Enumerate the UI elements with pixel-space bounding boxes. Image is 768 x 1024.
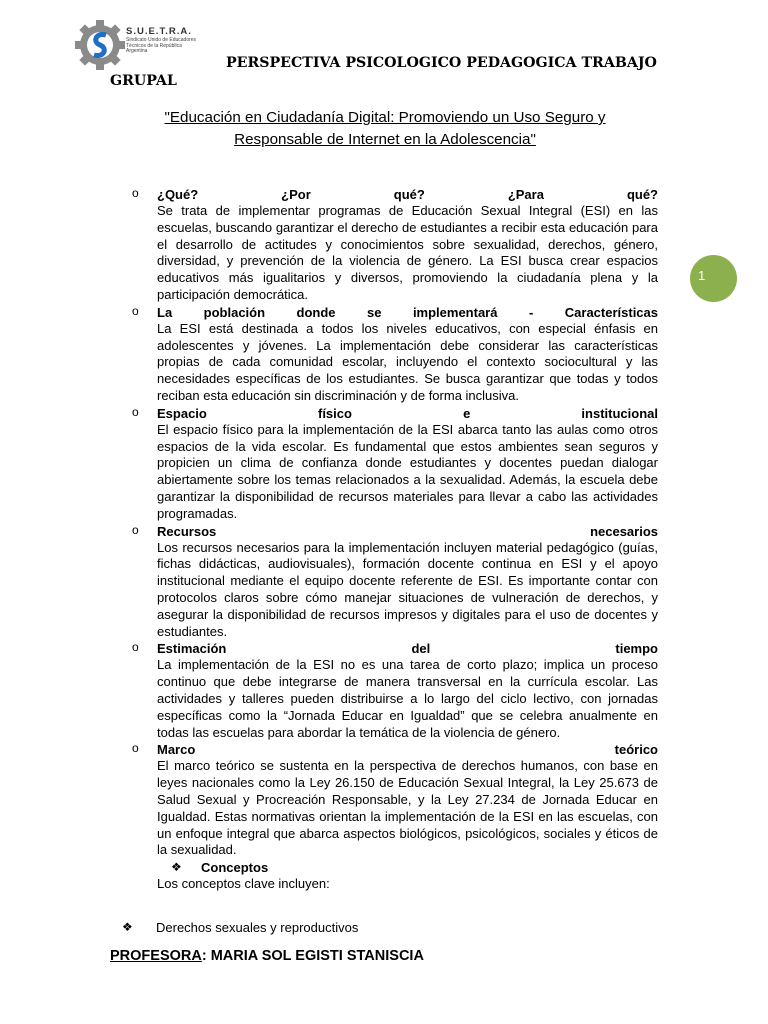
section-item — [0, 640, 768, 741]
logo-subtitle: Sindicato Unido de Educadores Técnicos de la República Argentina — [126, 37, 197, 54]
document-title-line2: GRUPAL — [110, 73, 177, 89]
concepts-heading — [157, 859, 658, 876]
sections-list — [0, 186, 768, 893]
bullet-marker: o — [132, 640, 139, 655]
page-number: 1 — [698, 268, 706, 283]
section-body: La ESI está destinada a todos los niveles educativos, con especial énfasis en adolescentes y jóvenes. La implementación debe considerar las características propias de cada comunidad escolar, incluyendo el contexto sociocultural y las necesidades específicas de los estudiantes. Se busca garantizar que todas y todos reciban esta educación sin discriminación y de forma inclusiva. — [157, 320, 658, 403]
section-title: Marco teórico — [157, 742, 658, 758]
gear-logo-icon — [74, 18, 126, 72]
subtitle-line2: Responsable de Internet en la Adolescencia" — [234, 131, 536, 148]
concepts-label: Conceptos — [201, 860, 269, 876]
section-item — [0, 186, 768, 304]
bullet-marker: o — [132, 522, 139, 537]
section-body: El espacio físico para la implementación de la ESI abarca tanto las aulas como otros espacios de la vida escolar. Es fundamental que estos ambientes sean seguros y propicien un clima de confianza donde estudiantes y docentes puedan dialogar abiertamente sobre los temas relacionados a la sexualidad. Además, la escuela debe garantizar la disponibilidad de recursos materiales para llevar a cabo las actividades programadas. — [157, 421, 658, 521]
section-item — [0, 304, 768, 405]
section-body: Se trata de implementar programas de Educación Sexual Integral (ESI) en las escuelas, buscando garantizar el derecho de estudiantes a recibir esta educación para el desarrollo de actitudes y conocimientos sobre sexualidad, derechos, género, diversidad, y prevención de la violencia de género. La ESI busca crear espacios educativos más igualitarios y diversos, promoviendo la ciudadanía plena y la participación democrática. — [157, 203, 658, 302]
section-item — [0, 741, 768, 859]
subtitle-line1: "Educación en Ciudadanía Digital: Promoviendo un Uso Seguro y — [164, 109, 606, 126]
bullet-marker: o — [132, 186, 139, 200]
section-title: La población donde se implementará - Características — [157, 304, 658, 320]
logo-name: S.U.E.T.R.A. — [126, 26, 192, 37]
concept-list-item — [122, 920, 358, 935]
suetra-logo — [74, 18, 202, 72]
bullet-marker: o — [132, 404, 139, 419]
concepts-intro: Los conceptos clave incluyen: — [157, 876, 330, 892]
professor-name: : MARIA SOL EGISTI STANISCIA — [201, 948, 424, 964]
concept-text: Derechos sexuales y reproductivos — [156, 920, 359, 935]
bullet-marker: o — [132, 741, 139, 756]
section-title: Recursos necesarios — [157, 523, 658, 539]
bullet-marker: o — [132, 303, 139, 318]
section-body: Los recursos necesarios para la implementación incluyen material pedagógico (guías, fichas didácticas, audiovisuales), formación docente continua en ESI y el apoyo institucional mediante el equipo docente referente de ESI. Es importante contar con protocolos claros sobre cómo manejar situaciones de vulneración de derechos, y asegurar la disponibilidad de recursos impresos y digitales para el uso de docentes y estudiantes. — [157, 539, 658, 639]
diamond-bullet-icon: ❖ — [122, 920, 133, 934]
professor-label: PROFESORA — [110, 948, 202, 964]
section-title: ¿Qué? ¿Por qué? ¿Para qué? — [157, 187, 658, 202]
section-title: Espacio físico e institucional — [157, 405, 658, 421]
section-item — [0, 405, 768, 523]
professor-line — [110, 948, 424, 964]
section-body: El marco teórico se sustenta en la perspectiva de derechos humanos, con base en leyes nacionales como la Ley 26.150 de Educación Sexual Integral, la Ley 25.673 de Salud Sexual y Procreación Responsable, y la Ley 27.234 de Jornada Educar en Igualdad. Estas normativas orientan la implementación de la ESI en las escuelas, con un enfoque integral que abarca aspectos biológicos, psicológicos, sociales y éticos de la sexualidad. — [157, 758, 658, 858]
diamond-bullet-icon: ❖ — [171, 860, 182, 875]
section-item — [0, 523, 768, 641]
document-subtitle — [120, 107, 650, 151]
document-title-line1: PERSPECTIVA PSICOLOGICO PEDAGOGICA TRABAJO — [226, 55, 657, 71]
section-title: Estimación del tiempo — [157, 641, 658, 657]
section-body: La implementación de la ESI no es una tarea de corto plazo; implica un proceso continuo que debe integrarse de manera transversal en la currícula escolar. Las actividades y talleres pueden distribuirse a lo largo del ciclo lectivo, con jornadas específicas como la “Jornada Educar en Igualdad” que se celebra anualmente en todas las escuelas para abordar la temática de la violencia de género. — [157, 657, 658, 740]
